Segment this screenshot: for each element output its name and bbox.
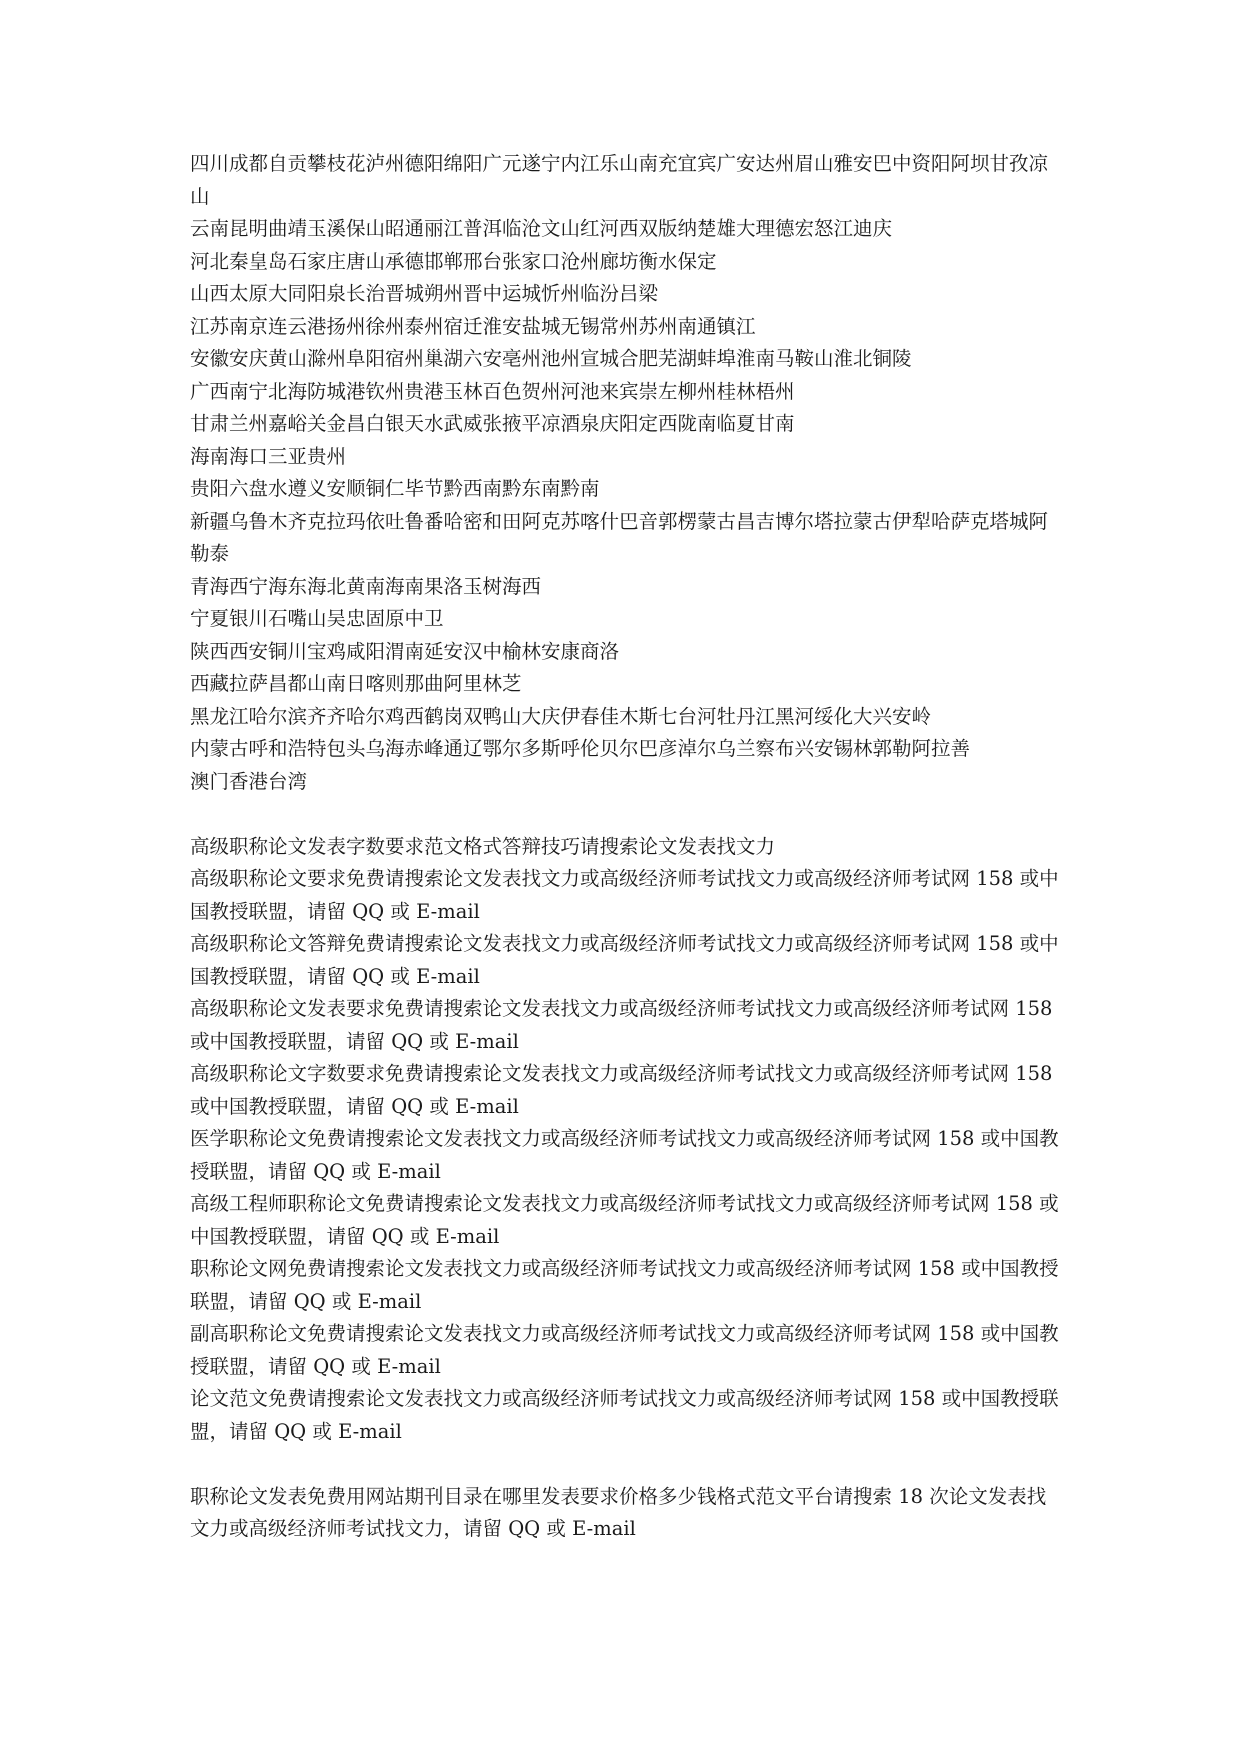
- thesis-paragraph: 职称论文网免费请搜索论文发表找文力或高级经济师考试找文力或高级经济师考试网 158 或中国教授联盟，请留 QQ 或 E-mail: [190, 1257, 1059, 1313]
- document-page: [190, 148, 1065, 1546]
- region-line: 云南昆明曲靖玉溪保山昭通丽江普洱临沧文山红河西双版纳楚雄大理德宏怒江迪庆: [190, 217, 893, 240]
- region-line: 内蒙古呼和浩特包头乌海赤峰通辽鄂尔多斯呼伦贝尔巴彦淖尔乌兰察布兴安锡林郭勒阿拉善: [190, 737, 971, 760]
- region-line: 四川成都自贡攀枝花泸州德阳绵阳广元遂宁内江乐山南充宜宾广安达州眉山雅安巴中资阳阿坝甘孜凉山: [190, 152, 1049, 208]
- thesis-paragraph: 高级工程师职称论文免费请搜索论文发表找文力或高级经济师考试找文力或高级经济师考试网 158 或中国教授联盟，请留 QQ 或 E-mail: [190, 1192, 1059, 1248]
- region-line: 山西太原大同阳泉长治晋城朔州晋中运城忻州临汾吕梁: [190, 282, 659, 305]
- region-line: 广西南宁北海防城港钦州贵港玉林百色贺州河池来宾崇左柳州桂林梧州: [190, 379, 795, 403]
- thesis-paragraph: 高级职称论文要求免费请搜索论文发表找文力或高级经济师考试找文力或高级经济师考试网 158 或中国教授联盟，请留 QQ 或 E-mail: [190, 867, 1059, 923]
- thesis-paragraph: 高级职称论文发表要求免费请搜索论文发表找文力或高级经济师考试找文力或高级经济师考试网 158 或中国教授联盟，请留 QQ 或 E-mail: [190, 997, 1053, 1053]
- region-line: 青海西宁海东海北黄南海南果洛玉树海西: [190, 574, 542, 598]
- region-line: 安徽安庆黄山滁州阜阳宿州巢湖六安亳州池州宣城合肥芜湖蚌埠淮南马鞍山淮北铜陵: [190, 347, 912, 370]
- regions-section: [190, 148, 1065, 798]
- region-line: 西藏拉萨昌都山南日喀则那曲阿里林芝: [190, 672, 522, 695]
- region-line: 河北秦皇岛石家庄唐山承德邯郸邢台张家口沧州廊坊衡水保定: [190, 249, 717, 273]
- thesis-section: [190, 831, 1065, 1449]
- thesis-paragraph: 高级职称论文发表字数要求范文格式答辩技巧请搜索论文发表找文力: [190, 834, 776, 858]
- region-line: 新疆乌鲁木齐克拉玛依吐鲁番哈密和田阿克苏喀什巴音郭楞蒙古昌吉博尔塔拉蒙古伊犁哈萨克塔城阿勒泰: [190, 509, 1049, 565]
- thesis-paragraph: 高级职称论文答辩免费请搜索论文发表找文力或高级经济师考试找文力或高级经济师考试网 158 或中国教授联盟，请留 QQ 或 E-mail: [190, 932, 1059, 988]
- region-line: 贵阳六盘水遵义安顺铜仁毕节黔西南黔东南黔南: [190, 477, 600, 500]
- region-line: 海南海口三亚贵州: [190, 444, 347, 468]
- paragraph-gap: [190, 1448, 1065, 1481]
- region-line: 宁夏银川石嘴山吴忠固原中卫: [190, 607, 444, 630]
- region-line: 甘肃兰州嘉峪关金昌白银天水武威张掖平凉酒泉庆阳定西陇南临夏甘南: [190, 412, 795, 435]
- thesis-paragraph: 副高职称论文免费请搜索论文发表找文力或高级经济师考试找文力或高级经济师考试网 158 或中国教授联盟，请留 QQ 或 E-mail: [190, 1322, 1059, 1378]
- thesis-paragraph: 医学职称论文免费请搜索论文发表找文力或高级经济师考试找文力或高级经济师考试网 158 或中国教授联盟，请留 QQ 或 E-mail: [190, 1127, 1059, 1183]
- region-line: 江苏南京连云港扬州徐州泰州宿迁淮安盐城无锡常州苏州南通镇江: [190, 314, 756, 338]
- region-line: 陕西西安铜川宝鸡咸阳渭南延安汉中榆林安康商洛: [190, 639, 620, 663]
- region-line: 澳门香港台湾: [190, 769, 308, 793]
- thesis-paragraph: 论文范文免费请搜索论文发表找文力或高级经济师考试找文力或高级经济师考试网 158 或中国教授联盟，请留 QQ 或 E-mail: [190, 1387, 1059, 1443]
- region-line: 黑龙江哈尔滨齐齐哈尔鸡西鹤岗双鸭山大庆伊春佳木斯七台河牡丹江黑河绥化大兴安岭: [190, 704, 932, 728]
- thesis-paragraph: 高级职称论文字数要求免费请搜索论文发表找文力或高级经济师考试找文力或高级经济师考试网 158 或中国教授联盟，请留 QQ 或 E-mail: [190, 1062, 1053, 1118]
- publishing-section: [190, 1481, 1065, 1546]
- paragraph-gap: [190, 798, 1065, 831]
- publishing-paragraph: 职称论文发表免费用网站期刊目录在哪里发表要求价格多少钱格式范文平台请搜索 18 次论文发表找文力或高级经济师考试找文力，请留 QQ 或 E-mail: [190, 1484, 1047, 1540]
